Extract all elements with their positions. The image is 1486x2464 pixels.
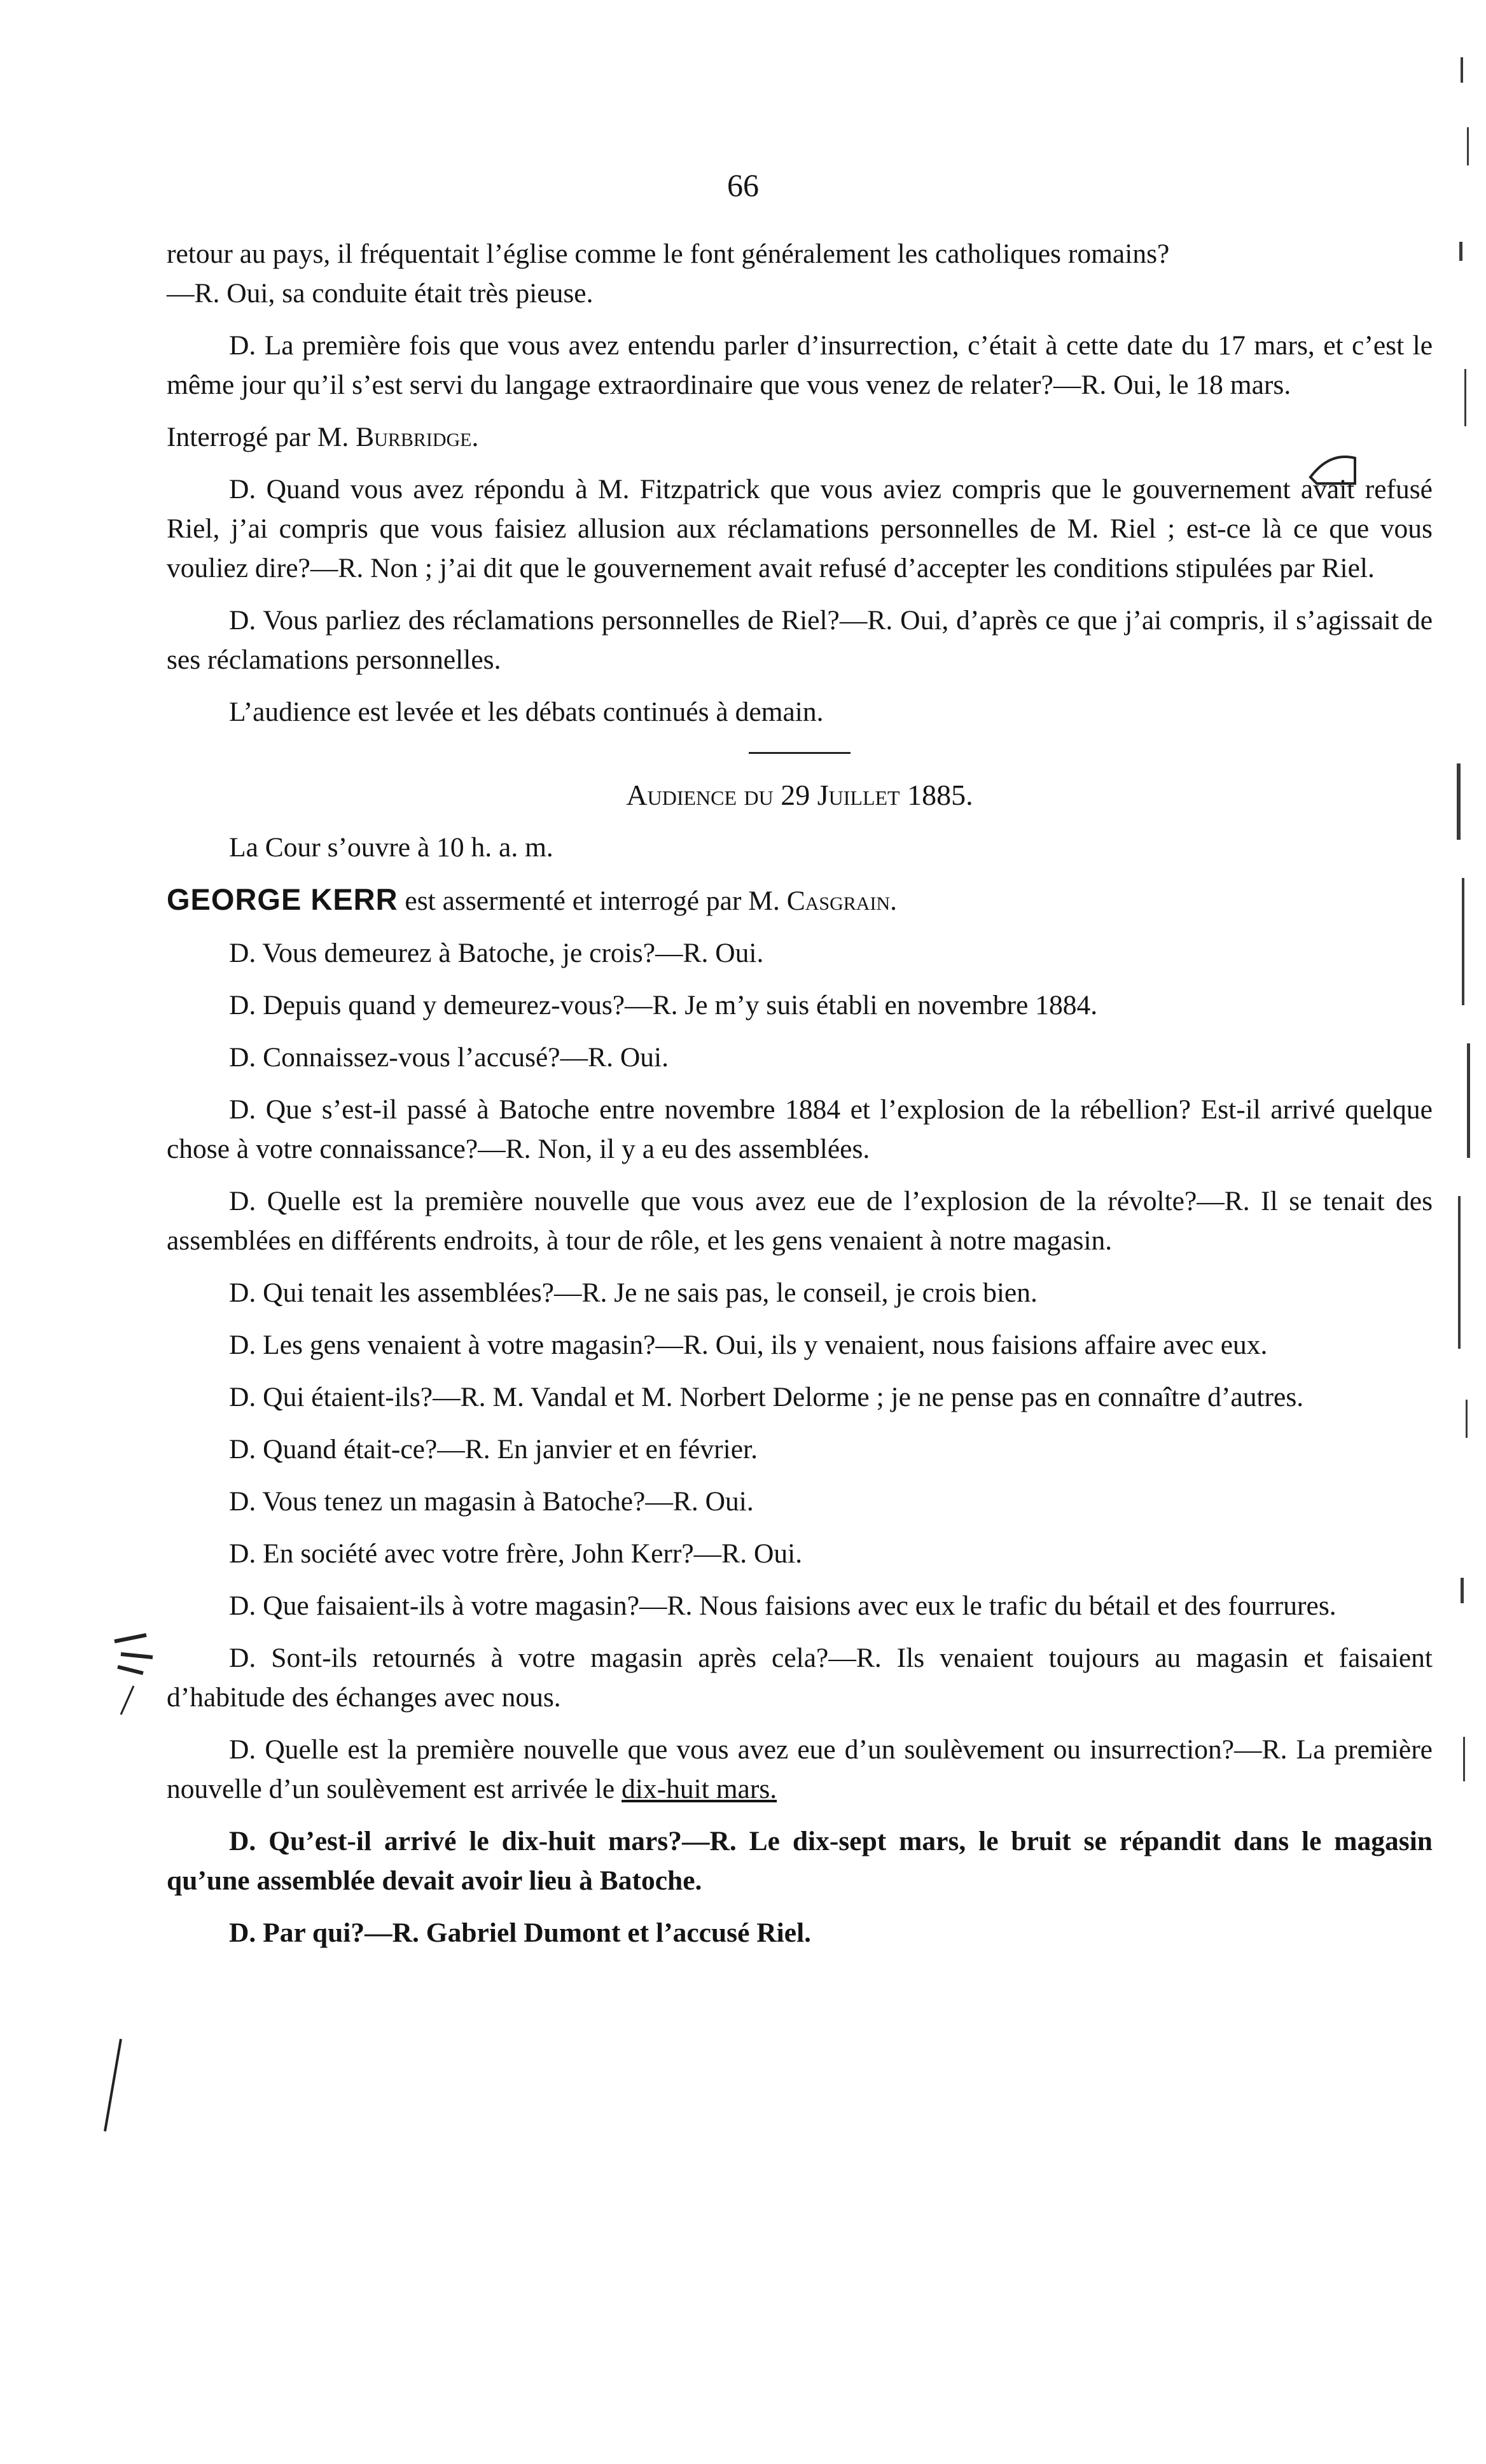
cross-examination-intro: Interrogé par M. xyxy=(167,422,349,452)
qa-paragraph: D. Qui tenait les assemblées?—R. Je ne sais pas, le conseil, je crois bien. xyxy=(229,1277,1038,1308)
adjournment-line: L’audience est levée et les débats continués à demain. xyxy=(229,697,824,727)
witness-intro: est assermenté et interrogé par M. xyxy=(405,886,780,916)
session-heading: Audience du 29 Juillet 1885. xyxy=(626,779,973,811)
qa-paragraph: D. Par qui?—R. Gabriel Dumont et l’accusé Riel. xyxy=(229,1918,812,1948)
page-number: 66 xyxy=(727,167,759,203)
question-paragraph: D. La première fois que vous avez entendu parler d’insurrection, c’était à cette date du 17 mars, et c’est le même jour qu’il s’est servi du langage extraordinaire que vous venez de relater?—R. Oui, le 18 mars. xyxy=(167,330,1433,400)
qa-paragraph: D. Les gens venaient à votre magasin?—R. Oui, ils y venaient, nous faisions affaire avec eux. xyxy=(229,1330,1268,1360)
scan-mark-bracket xyxy=(102,2036,127,2138)
qa-paragraph: D. Que faisaient-ils à votre magasin?—R. Nous faisions avec eux le trafic du bétail et des fourrures. xyxy=(229,1590,1337,1621)
qa-paragraph xyxy=(167,1730,1433,1809)
qa-paragraph: D. Qu’est-il arrivé le dix-huit mars?—R. Le dix-sept mars, le bruit se répandit dans le magasin qu’une assemblée devait avoir lieu à Batoche. xyxy=(167,1826,1433,1896)
qa-paragraph: D. Vous demeurez à Batoche, je crois?—R. Oui. xyxy=(229,938,764,968)
qa-paragraph: D. Quand était-ce?—R. En janvier et en février. xyxy=(229,1434,758,1465)
qa-paragraph: D. Que s’est-il passé à Batoche entre novembre 1884 et l’explosion de la rébellion? Est-il arrivé quelque chose à votre connaissance?—R. Non, il y a eu des assemblées. xyxy=(167,1094,1433,1164)
qa-paragraph: D. Connaissez-vous l’accusé?—R. Oui. xyxy=(229,1042,669,1073)
qa-paragraph: D. Sont-ils retournés à votre magasin après cela?—R. Ils venaient toujours au magasin et faisaient d’habitude des échanges avec nous. xyxy=(167,1643,1433,1713)
examiner-name: Casgrain. xyxy=(786,886,897,916)
qa-paragraph: D. Qui étaient-ils?—R. M. Vandal et M. Norbert Delorme ; je ne pense pas en connaître d’autres. xyxy=(229,1382,1304,1412)
question-paragraph: D. Quand vous avez répondu à M. Fitzpatrick que vous aviez compris que le gouvernement avait refusé Riel, j’ai compris que vous faisiez allusion aux réclamations personnelles de M. Riel ; est-ce là ce que vous vouliez dire?—R. Non ; j’ai dit que le gouvernement avait refusé d’accepter les conditions stipulées par Riel. xyxy=(167,474,1433,583)
qa-paragraph: D. Vous tenez un magasin à Batoche?—R. Oui. xyxy=(229,1486,754,1517)
paragraph-continuation: retour au pays, il fréquentait l’église comme le font généralement les catholiques romains? xyxy=(167,239,1170,269)
scan-mark-right xyxy=(1304,445,1361,490)
qa-paragraph: D. En société avec votre frère, John Kerr?—R. Oui. xyxy=(229,1538,803,1569)
scan-mark-left xyxy=(108,1629,159,1718)
qa-text: D. Quelle est la première nouvelle que vous avez eue d’un soulèvement ou insurrection?—R. La première nouvelle d’un soulèvement est arrivée le xyxy=(167,1734,1433,1804)
witness-line xyxy=(167,880,1433,921)
qa-paragraph: D. Depuis quand y demeurez-vous?—R. Je m’y suis établi en novembre 1884. xyxy=(229,990,1098,1020)
text-column xyxy=(167,234,1433,1952)
answer-line: —R. Oui, sa conduite était très pieuse. xyxy=(167,278,594,309)
witness-name: GEORGE KERR xyxy=(167,882,398,916)
cross-examination-line xyxy=(167,417,1433,457)
examiner-name: Burbridge. xyxy=(356,422,479,452)
section-divider xyxy=(749,752,851,754)
underlined-date: dix-huit mars. xyxy=(621,1774,777,1804)
qa-paragraph: D. Quelle est la première nouvelle que vous avez eue de l’explosion de la révolte?—R. Il se tenait des assemblées en différents endroits, à tour de rôle, et les gens venaient à notre magasin. xyxy=(167,1186,1433,1256)
scan-edge-noise xyxy=(1448,51,1486,1959)
question-paragraph: D. Vous parliez des réclamations personnelles de Riel?—R. Oui, d’après ce que j’ai compris, il s’agissait de ses réclamations personnelles. xyxy=(167,605,1433,675)
court-opens-line: La Cour s’ouvre à 10 h. a. m. xyxy=(229,832,553,863)
